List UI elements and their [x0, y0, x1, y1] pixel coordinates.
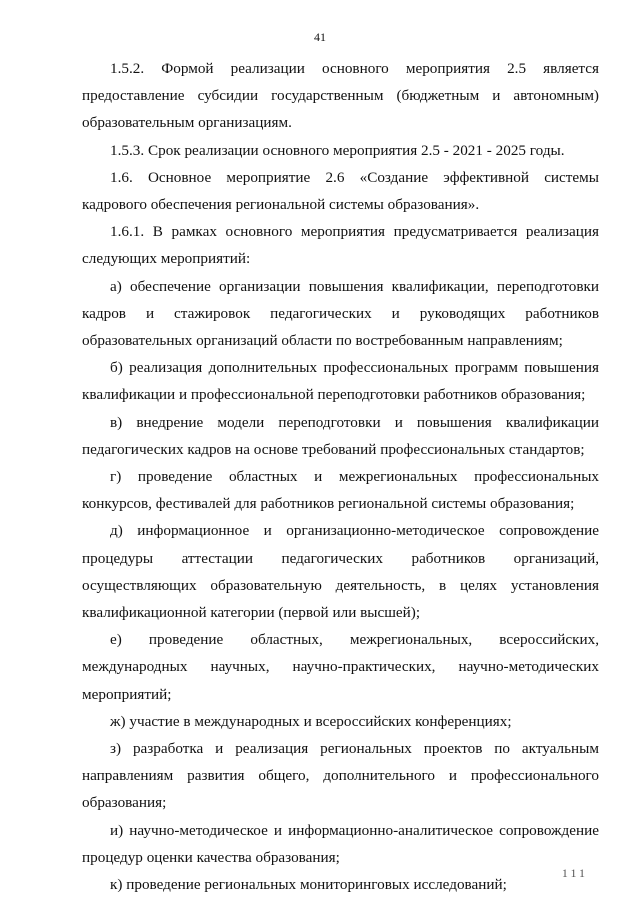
document-body: [82, 55, 599, 898]
list-item-a: а) обеспечение организации повышения квалификации, переподготовки кадров и стажировок педагогических и руководящих работников образовательных организаций области по востребованным направлениям;: [82, 277, 599, 350]
list-item-z: з) разработка и реализация региональных проектов по актуальным направлениям развития общего, дополнительного и профессионального образования;: [82, 740, 599, 812]
paragraph-1-6-1: 1.6.1. В рамках основного мероприятия предусматривается реализация следующих мероприятий:: [82, 223, 599, 268]
list-item-e: е) проведение областных, межрегиональных, всероссийских, международных научных, научно-практических, научно-методических мероприятий;: [82, 631, 599, 703]
list-item-b: б) реализация дополнительных профессиональных программ повышения квалификации и профессиональной переподготовки работников образования;: [82, 359, 599, 404]
list-item-d: д) информационное и организационно-методическое сопровождение процедуры аттестации педагогических работников организаций, осуществляющих образовательную деятельность, в целях установления квалификационной категории (первой или высшей);: [82, 522, 599, 622]
page-number: 41: [314, 30, 326, 44]
footer-mark: 111: [561, 866, 588, 880]
list-item-i: и) научно-методическое и информационно-аналитическое сопровождение процедур оценки качества образования;: [82, 821, 599, 866]
list-item-g: г) проведение областных и межрегиональных профессиональных конкурсов, фестивалей для работников региональной системы образования;: [82, 468, 599, 513]
paragraph-1-6: 1.6. Основное мероприятие 2.6 «Создание эффективной системы кадрового обеспечения региональной системы образования».: [82, 168, 599, 214]
list-item-zh: ж) участие в международных и всероссийских конференциях;: [110, 712, 512, 730]
list-item-v: в) внедрение модели переподготовки и повышения квалификации педагогических кадров на основе требований профессиональных стандартов;: [82, 413, 599, 458]
list-item-k: к) проведение региональных мониторинговых исследований;: [110, 876, 507, 894]
paragraph-1-5-2: 1.5.2. Формой реализации основного мероприятия 2.5 является предоставление субсидии государственным (бюджетным и автономным) образовательным организациям.: [82, 60, 599, 132]
paragraph-1-5-3: 1.5.3. Срок реализации основного мероприятия 2.5 - 2021 - 2025 годы.: [110, 141, 565, 159]
